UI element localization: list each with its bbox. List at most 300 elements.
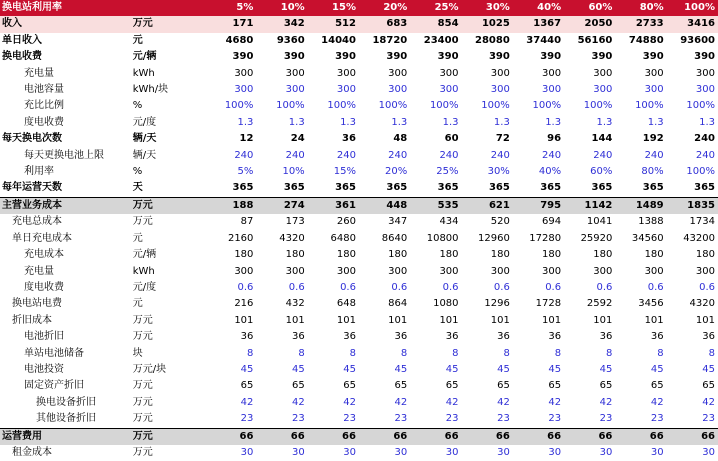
row-value: 100% [583, 100, 613, 112]
row-value: 65 [394, 380, 408, 392]
row-value: 100% [686, 100, 715, 112]
row-value: 180 [234, 249, 254, 261]
row-value: 216 [234, 298, 254, 310]
row-value: 390 [386, 51, 408, 63]
row-value: 432 [285, 298, 305, 310]
row-label: 每年运营天数 [2, 182, 62, 194]
row-value: 23 [548, 413, 562, 425]
row-value: 101 [695, 314, 715, 326]
row-value: 42 [548, 396, 562, 408]
row-value: 42 [497, 396, 510, 408]
row-value: 12 [239, 133, 254, 145]
row-value: 65 [548, 380, 562, 392]
row-label: 换电设备折旧 [36, 396, 96, 408]
row-label: 折旧成本 [12, 314, 52, 326]
header-col: 15% [308, 0, 359, 16]
row-label: 换电站电费 [12, 298, 62, 310]
table-row [0, 264, 718, 280]
row-value: 180 [285, 249, 305, 261]
row-value: 1.3 [699, 116, 715, 128]
row-value: 45 [650, 363, 664, 375]
row-label: 利用率 [24, 166, 54, 178]
row-value: 30% [487, 166, 510, 178]
row-value: 66 [667, 428, 718, 445]
row-value: 2050 [564, 16, 615, 32]
row-value: 300 [285, 265, 305, 277]
row-value: 240 [542, 149, 562, 161]
row-value: 240 [694, 133, 715, 145]
row-value: 300 [695, 84, 715, 96]
row-unit: kWh [132, 67, 155, 79]
row-value: 23 [497, 413, 510, 425]
table-row [0, 131, 718, 147]
table-row [0, 164, 718, 180]
row-value: 42 [394, 396, 408, 408]
row-value: 300 [542, 84, 562, 96]
row-value: 300 [542, 67, 562, 79]
row-value: 100% [686, 166, 715, 178]
row-value: 4320 [689, 298, 715, 310]
header-col: 40% [513, 0, 564, 16]
row-label: 单日收入 [2, 34, 42, 46]
row-value: 8 [657, 347, 664, 359]
table-row [0, 197, 718, 214]
row-value: 361 [308, 197, 359, 214]
row-value: 365 [540, 182, 562, 194]
row-value: 300 [388, 265, 408, 277]
row-label: 充电成本 [24, 249, 64, 261]
row-value: 65 [650, 380, 664, 392]
row-label: 电池折旧 [24, 331, 64, 343]
row-value: 365 [591, 182, 613, 194]
row-value: 144 [591, 133, 613, 145]
row-value: 100% [276, 100, 305, 112]
table-body [0, 16, 718, 461]
row-value: 180 [593, 249, 613, 261]
header-col: 100% [667, 0, 718, 16]
row-label: 单日充电成本 [12, 232, 72, 244]
row-value: 23 [343, 413, 356, 425]
row-value: 1041 [586, 216, 613, 228]
row-value: 1142 [564, 197, 615, 214]
row-value: 30 [240, 446, 254, 458]
row-value: 20% [385, 166, 408, 178]
row-value: 23 [599, 413, 613, 425]
row-value: 101 [388, 314, 408, 326]
row-value: 240 [336, 149, 356, 161]
row-unit: 万元 [132, 413, 153, 425]
table-row [0, 180, 718, 197]
row-value: 240 [234, 149, 254, 161]
row-value: 65 [291, 380, 305, 392]
row-value: 0.6 [493, 281, 510, 293]
row-label: 充比比例 [24, 100, 64, 112]
row-value: 10% [282, 166, 305, 178]
row-value: 8 [349, 347, 356, 359]
row-value: 2592 [586, 298, 613, 310]
row-value: 180 [542, 249, 562, 261]
row-value: 12960 [478, 232, 510, 244]
row-label: 度电收费 [24, 116, 64, 128]
row-value: 101 [336, 314, 356, 326]
row-unit: 万元 [132, 396, 153, 408]
row-value: 60 [444, 133, 459, 145]
row-value: 300 [490, 84, 510, 96]
row-value: 300 [234, 84, 254, 96]
row-label: 单站电池储备 [24, 347, 84, 359]
row-value: 36 [291, 331, 305, 343]
row-value: 180 [439, 249, 459, 261]
table-row [0, 313, 718, 329]
row-unit: % [132, 100, 143, 112]
row-value: 17280 [529, 232, 562, 244]
table-row [0, 98, 718, 114]
row-value: 96 [547, 133, 562, 145]
table-row [0, 148, 718, 164]
table-row [0, 247, 718, 263]
row-value: 300 [336, 265, 356, 277]
row-label: 固定资产折旧 [24, 380, 84, 392]
row-value: 300 [439, 84, 459, 96]
row-label: 主营业务成本 [0, 197, 131, 214]
row-value: 0.6 [545, 281, 562, 293]
row-value: 42 [291, 396, 305, 408]
header-unit-blank [131, 0, 205, 16]
row-value: 8 [554, 347, 562, 359]
row-value: 42 [702, 396, 715, 408]
row-value: 8 [606, 347, 613, 359]
row-value: 365 [386, 182, 408, 194]
row-value: 40% [538, 166, 562, 178]
row-value: 66 [205, 428, 256, 445]
row-value: 300 [593, 84, 613, 96]
table-row [0, 428, 718, 445]
row-value: 6480 [330, 232, 356, 244]
table-row [0, 66, 718, 82]
row-value: 0.6 [647, 281, 664, 293]
row-unit: 万元 [132, 446, 153, 458]
row-unit: 万元 [132, 216, 153, 228]
row-value: 1.3 [545, 116, 562, 128]
row-value: 365 [437, 182, 459, 194]
row-value: 66 [615, 428, 666, 445]
row-value: 42 [240, 396, 254, 408]
row-value: 390 [591, 51, 613, 63]
row-value: 36 [240, 331, 254, 343]
row-value: 23 [650, 413, 664, 425]
row-value: 37440 [526, 34, 562, 46]
row-value: 1835 [667, 197, 718, 214]
row-label: 其他设备折旧 [36, 413, 96, 425]
header-row [0, 0, 718, 16]
table-row [0, 82, 718, 98]
row-unit: 万元 [132, 380, 153, 392]
table-row [0, 411, 718, 428]
row-value: 0.6 [699, 281, 715, 293]
row-value: 65 [445, 380, 459, 392]
row-unit: 万元 [131, 428, 205, 445]
row-value: 30 [702, 446, 715, 458]
row-unit: 辆/天 [132, 149, 157, 161]
row-value: 45 [343, 363, 356, 375]
row-value: 24 [290, 133, 305, 145]
table-row [0, 280, 718, 296]
row-value: 30 [343, 446, 356, 458]
row-value: 1025 [462, 16, 513, 32]
row-value: 1728 [535, 298, 562, 310]
row-value: 300 [234, 67, 254, 79]
row-value: 1489 [615, 197, 666, 214]
row-value: 390 [437, 51, 459, 63]
row-value: 100% [532, 100, 562, 112]
row-value: 192 [642, 133, 664, 145]
row-value: 300 [439, 265, 459, 277]
table-row [0, 16, 718, 32]
row-value: 1080 [433, 298, 459, 310]
row-value: 45 [240, 363, 254, 375]
row-value: 101 [542, 314, 562, 326]
row-value: 1.3 [493, 116, 510, 128]
row-value: 23400 [423, 34, 459, 46]
table-row [0, 395, 718, 411]
row-value: 60% [590, 166, 613, 178]
row-value: 23 [291, 413, 305, 425]
row-value: 300 [336, 84, 356, 96]
row-value: 365 [283, 182, 305, 194]
row-value: 100% [378, 100, 408, 112]
row-value: 66 [513, 428, 564, 445]
row-unit: 辆/天 [132, 133, 157, 145]
row-value: 45 [548, 363, 562, 375]
row-value: 1734 [689, 216, 715, 228]
row-value: 72 [495, 133, 510, 145]
header-col: 10% [256, 0, 307, 16]
row-value: 36 [702, 331, 715, 343]
row-value: 300 [285, 67, 305, 79]
row-value: 66 [462, 428, 513, 445]
row-value: 683 [359, 16, 410, 32]
row-value: 30 [445, 446, 459, 458]
row-value: 300 [490, 265, 510, 277]
row-value: 8 [452, 347, 459, 359]
row-value: 45 [702, 363, 715, 375]
row-value: 694 [542, 216, 562, 228]
row-value: 65 [599, 380, 613, 392]
row-value: 365 [488, 182, 510, 194]
row-value: 180 [490, 249, 510, 261]
row-value: 36 [548, 331, 562, 343]
row-value: 23 [394, 413, 408, 425]
row-value: 8 [247, 347, 254, 359]
row-value: 1.3 [647, 116, 664, 128]
row-label: 收入 [0, 16, 131, 32]
row-value: 5% [237, 166, 254, 178]
row-value: 300 [439, 67, 459, 79]
row-value: 8 [298, 347, 305, 359]
row-unit: 元/度 [132, 116, 157, 128]
row-value: 14040 [321, 34, 356, 46]
row-value: 65 [497, 380, 510, 392]
row-value: 1296 [484, 298, 510, 310]
row-value: 45 [599, 363, 613, 375]
row-value: 25920 [580, 232, 613, 244]
row-value: 240 [644, 149, 664, 161]
row-value: 1.3 [237, 116, 254, 128]
row-value: 365 [642, 182, 664, 194]
row-value: 23 [702, 413, 715, 425]
row-value: 240 [490, 149, 510, 161]
row-value: 10800 [426, 232, 459, 244]
row-label: 每天更换电池上限 [24, 149, 104, 161]
row-value: 36 [599, 331, 613, 343]
row-value: 300 [285, 84, 305, 96]
row-value: 101 [285, 314, 305, 326]
row-unit: 元 [132, 298, 143, 310]
row-value: 300 [644, 265, 664, 277]
row-value: 621 [462, 197, 513, 214]
row-value: 0.6 [340, 281, 356, 293]
row-value: 0.6 [442, 281, 459, 293]
row-value: 180 [695, 249, 715, 261]
row-value: 535 [410, 197, 461, 214]
table-row [0, 49, 718, 65]
row-value: 30 [599, 446, 613, 458]
row-value: 101 [490, 314, 510, 326]
row-label: 度电收费 [24, 281, 64, 293]
row-unit: 万元 [132, 331, 153, 343]
row-value: 66 [308, 428, 359, 445]
row-value: 74880 [628, 34, 664, 46]
row-value: 36 [343, 331, 356, 343]
row-value: 300 [593, 265, 613, 277]
row-value: 66 [359, 428, 410, 445]
row-value: 36 [497, 331, 510, 343]
row-value: 300 [644, 67, 664, 79]
row-value: 8 [708, 347, 715, 359]
row-unit: kWh/块 [132, 84, 169, 96]
row-value: 0.6 [596, 281, 613, 293]
row-value: 8 [400, 347, 408, 359]
row-label: 运营费用 [0, 428, 131, 445]
table-row [0, 214, 718, 230]
row-unit: 元 [132, 232, 143, 244]
row-unit: 万元/块 [132, 363, 167, 375]
row-value: 240 [593, 149, 613, 161]
row-value: 34560 [631, 232, 664, 244]
row-value: 28080 [475, 34, 510, 46]
row-value: 434 [439, 216, 459, 228]
row-value: 365 [694, 182, 715, 194]
row-value: 1.3 [596, 116, 613, 128]
row-value: 3456 [638, 298, 664, 310]
row-unit: 万元 [131, 197, 205, 214]
row-value: 30 [291, 446, 305, 458]
table-row [0, 445, 718, 461]
row-value: 36 [394, 331, 408, 343]
row-value: 512 [308, 16, 359, 32]
row-unit: 元 [132, 34, 143, 46]
row-value: 300 [234, 265, 254, 277]
row-value: 240 [285, 149, 305, 161]
header-title: 换电站利用率 [0, 0, 131, 16]
row-value: 648 [336, 298, 356, 310]
row-unit: 元/度 [132, 281, 157, 293]
row-value: 42 [445, 396, 459, 408]
row-value: 66 [410, 428, 461, 445]
row-value: 0.6 [391, 281, 408, 293]
row-value: 1388 [638, 216, 664, 228]
row-value: 4680 [225, 34, 254, 46]
row-unit: 块 [132, 347, 143, 359]
row-unit: 万元 [132, 314, 153, 326]
row-value: 45 [291, 363, 305, 375]
row-value: 300 [542, 265, 562, 277]
row-value: 9360 [276, 34, 305, 46]
row-label: 充电量 [24, 67, 54, 79]
row-value: 854 [410, 16, 461, 32]
row-value: 864 [388, 298, 408, 310]
row-unit: kWh [132, 265, 155, 277]
row-value: 8640 [381, 232, 408, 244]
row-value: 390 [232, 51, 254, 63]
row-value: 300 [336, 67, 356, 79]
row-value: 300 [388, 84, 408, 96]
row-label: 电池容量 [24, 84, 64, 96]
row-label: 每天换电次数 [2, 133, 62, 145]
row-value: 18720 [372, 34, 408, 46]
row-unit: 元/辆 [132, 51, 157, 63]
row-value: 48 [393, 133, 408, 145]
row-value: 8 [503, 347, 510, 359]
row-value: 36 [342, 133, 356, 145]
row-value: 1.3 [288, 116, 305, 128]
table-row [0, 329, 718, 345]
row-value: 1.3 [340, 116, 356, 128]
row-value: 3416 [667, 16, 718, 32]
row-value: 365 [335, 182, 356, 194]
table-row [0, 296, 718, 312]
row-value: 23 [445, 413, 459, 425]
row-value: 100% [635, 100, 664, 112]
row-value: 30 [548, 446, 562, 458]
row-value: 390 [642, 51, 664, 63]
row-value: 448 [359, 197, 410, 214]
row-value: 15% [333, 166, 356, 178]
row-value: 101 [234, 314, 254, 326]
row-value: 0.6 [288, 281, 305, 293]
table-row [0, 346, 718, 362]
row-value: 274 [256, 197, 307, 214]
row-value: 65 [240, 380, 254, 392]
row-value: 25% [436, 166, 459, 178]
row-value: 42 [599, 396, 613, 408]
row-value: 390 [488, 51, 510, 63]
row-value: 180 [336, 249, 356, 261]
row-value: 390 [694, 51, 715, 63]
row-unit: 万元 [131, 16, 205, 32]
header-col: 25% [410, 0, 461, 16]
row-value: 56160 [577, 34, 613, 46]
row-value: 101 [439, 314, 459, 326]
row-value: 66 [564, 428, 615, 445]
table-row [0, 362, 718, 378]
row-label: 充电总成本 [12, 216, 62, 228]
row-label: 充电量 [24, 265, 54, 277]
table-row [0, 378, 718, 394]
row-value: 1367 [513, 16, 564, 32]
row-value: 65 [702, 380, 715, 392]
row-value: 300 [593, 67, 613, 79]
